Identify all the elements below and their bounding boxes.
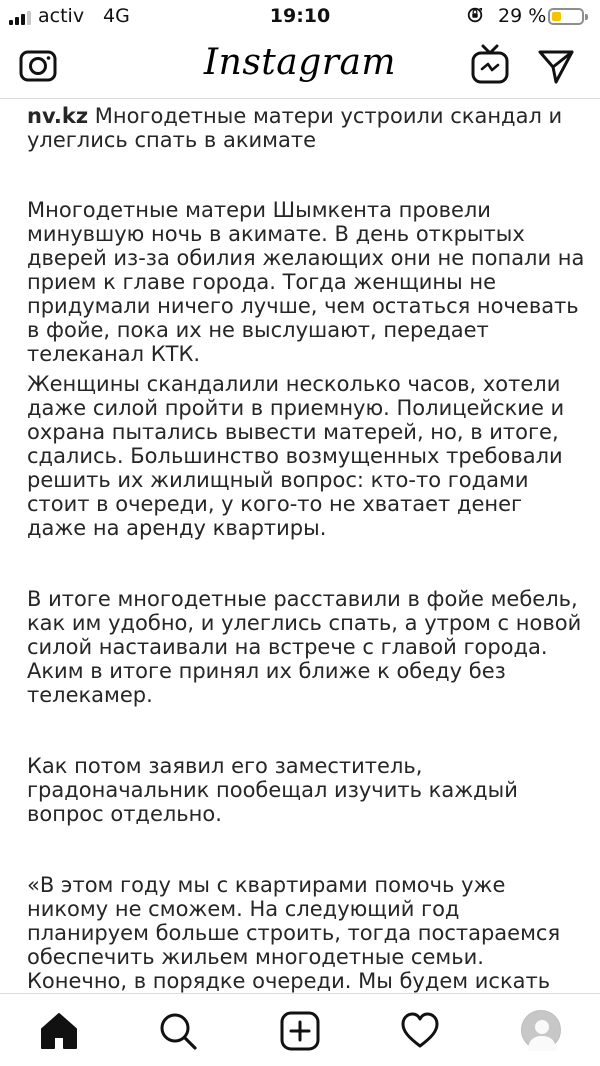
paragraph-4: Как потом заявил его заместитель, градоначальник пообещал изучить каждый вопрос отдельно.: [27, 754, 518, 826]
igtv-icon[interactable]: [470, 44, 510, 86]
instagram-logo: Instagram: [203, 42, 397, 83]
paragraph-5: «В этом году мы с квартирами помочь уже никому не сможем. На следующий год планируем больше строить, тогда постараемся обеспечить жильем многодетные семьи. Конечно, в порядке очереди. Мы будем искать: [27, 873, 561, 993]
network-type: 4G: [103, 5, 130, 27]
home-icon[interactable]: [39, 1011, 79, 1051]
post-headline: [27, 104, 587, 152]
paragraph-2: Женщины скандалили несколько часов, хотели даже силой пройти в приемную. Полицейские и охрана пытались вывести матерей, но, в итоге, сдались. Большинство возмущенных требовали решить их жилищный вопрос: кто-то годами стоит в очереди, у кого-то не хватает денег даже на аренду квартиры.: [27, 372, 565, 540]
default-profile-icon: [522, 1011, 562, 1051]
paragraph-1: Многодетные матери Шымкента провели минувшую ночь в акимате. В день открытых дверей из-за обилия желающих они не попали на прием к главе города. Тогда женщины не придумали ничего лучше, чем остаться ночевать в фойе, пока их не выслушают, передает телеканал КТК.: [27, 198, 585, 366]
status-bar: [0, 0, 600, 36]
activity-heart-icon[interactable]: [400, 1011, 440, 1051]
new-post-icon[interactable]: [280, 1011, 320, 1051]
direct-message-icon[interactable]: [536, 46, 576, 86]
battery-percentage: 29 %: [498, 5, 547, 27]
post-headline-text: Многодетные матери устроили скандал и улеглись спать в акимате: [27, 104, 563, 152]
carrier-name: activ: [38, 5, 85, 27]
app-header: [0, 36, 600, 98]
rotation-lock-icon: [466, 6, 484, 24]
profile-avatar[interactable]: [521, 1010, 561, 1050]
paragraph-3: В итоге многодетные расставили в фойе мебель, как им удобно, и улеглись спать, а утром с новой силой настаивали на встрече с главой города. Аким в итоге принял их ближе к обеду без телекамер.: [27, 587, 582, 707]
post-source[interactable]: nv.kz: [27, 104, 89, 128]
bottom-tab-bar: [0, 994, 600, 1066]
post-caption: [27, 104, 587, 993]
header-divider: [0, 98, 600, 99]
battery-icon: [548, 8, 584, 25]
clock: 19:10: [269, 5, 331, 27]
search-icon[interactable]: [158, 1011, 198, 1051]
